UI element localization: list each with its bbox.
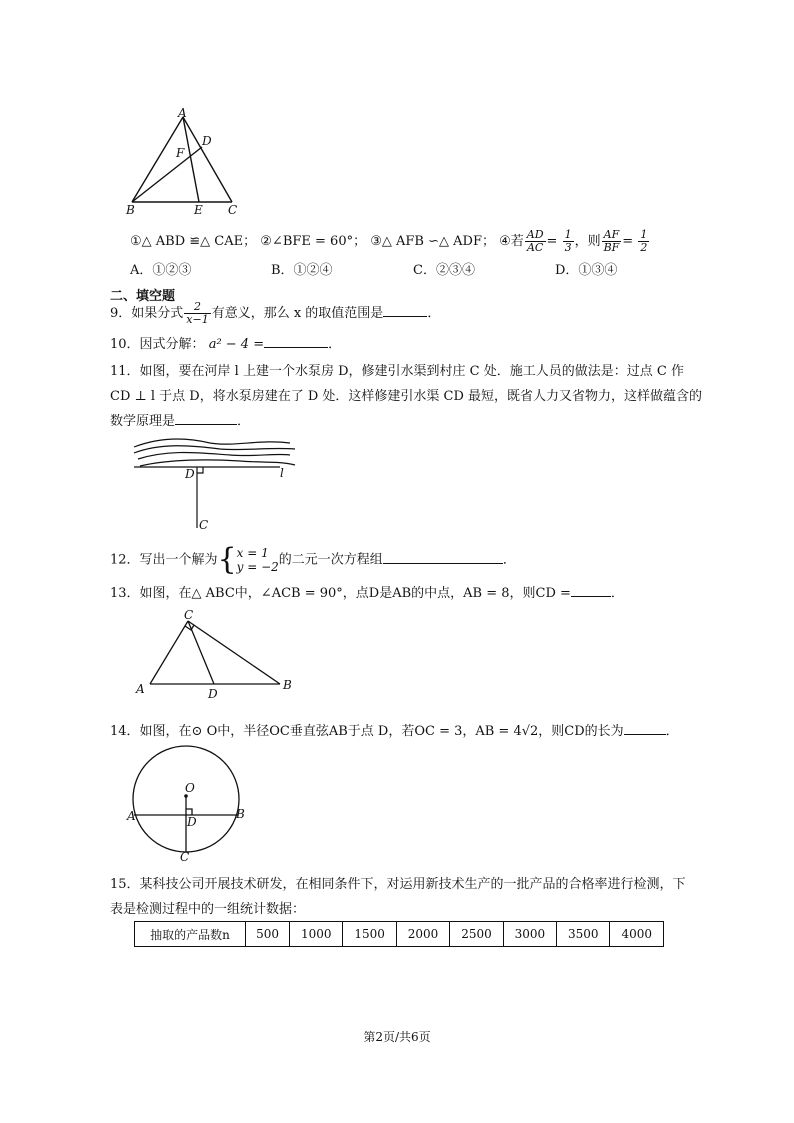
q12-end: ． [502, 552, 516, 568]
equals-sign: = [546, 234, 562, 249]
question-15-line-2: 表是检测过程中的一组统计数据： [110, 902, 306, 917]
brace-symbol: { [217, 542, 237, 577]
label-f: F [176, 146, 185, 160]
label-b: B [236, 807, 245, 821]
label-b: B [283, 678, 292, 692]
q8-option-c[interactable]: C．②③④ [413, 263, 475, 278]
page-number: 第2页/共6页 [363, 1030, 431, 1044]
label-a: A [127, 809, 136, 823]
q11-end: ． [237, 414, 251, 429]
figure-q8-triangle [120, 105, 245, 220]
right-angle-mark [197, 467, 203, 473]
q12-prefix: 12．写出一个解为 [110, 552, 218, 568]
q12-suffix: 的二元一次方程组 [278, 552, 383, 568]
q9-prefix: 9．如果分式 [110, 306, 184, 321]
q8-statement-3: ③△ AFB ∽△ ADF； [370, 234, 495, 249]
label-l: l [280, 466, 284, 480]
q13-text: 13．如图，在△ ABC中，∠ACB = 90°，点D是AB的中点，AB = 8，则CD = [110, 586, 571, 601]
question-12 [110, 542, 516, 577]
table-header-cell: 抽取的产品数n [135, 922, 246, 947]
equation-2: y = −2 [236, 560, 279, 574]
q14-end: ． [665, 724, 679, 739]
label-c: C [184, 608, 194, 622]
table-cell: 3500 [557, 922, 610, 947]
answer-blank-q13[interactable] [571, 584, 611, 597]
question-11-line-3 [110, 410, 250, 429]
answer-blank-q11[interactable] [175, 412, 237, 425]
label-d: D [202, 134, 212, 148]
q8-option-b[interactable]: B．①②④ [271, 263, 333, 278]
segment-ac [150, 621, 188, 684]
table-cell: 1000 [290, 922, 343, 947]
answer-blank-q12[interactable] [383, 551, 503, 564]
question-14 [110, 720, 679, 739]
question-11-line-1: 11．如图，要在河岸 l 上建一个水泵房 D，修建引水渠到村庄 C 处．施工人员的做法是：过点 C 作 [110, 364, 684, 379]
question-11-line-2: CD ⊥ l 于点 D，将水泵房建在了 D 处．这样修建引水渠 CD 最短，既省人力又省物力，这样做蕴含的 [110, 389, 703, 404]
label-d: D [185, 467, 195, 481]
segment-cb [188, 621, 280, 684]
label-a: A [178, 106, 187, 120]
label-c: C [180, 850, 190, 864]
river-wave-2 [134, 446, 295, 453]
q11-line3-text: 数学原理是 [110, 414, 176, 429]
section-title-fill-in: 二、填空题 [110, 289, 176, 304]
question-10 [110, 333, 341, 352]
q10-expression: a² − 4 = [208, 337, 265, 352]
label-c: C [199, 518, 209, 532]
table-cell: 500 [246, 922, 290, 947]
question-9 [110, 301, 440, 326]
label-o: O [185, 781, 195, 795]
table-cell: 3000 [503, 922, 556, 947]
equation-1: x = 1 [236, 546, 269, 560]
answer-blank-q10[interactable] [264, 335, 328, 348]
table-cell: 1500 [343, 922, 396, 947]
q14-text: 14．如图，在⊙ O中，半径OC垂直弦AB于点 D，若OC = 3，AB = 4√2，则CD的长为 [110, 724, 624, 739]
river-bank-bump [140, 460, 295, 466]
q8-option-d[interactable]: D．①③④ [555, 263, 618, 278]
question-13 [110, 582, 624, 601]
label-d: D [187, 815, 197, 829]
label-d: D [208, 687, 218, 701]
answer-blank-q14[interactable] [624, 722, 666, 735]
q8-statement-4-prefix: ④若 [499, 234, 524, 249]
statistics-table [134, 921, 664, 947]
fraction-one-half: $\frac{1}{2}$ [640, 228, 648, 254]
label-e: E [194, 203, 203, 217]
q10-prefix: 10．因式分解： [110, 337, 205, 352]
question-15-line-1: 15．某科技公司开展技术研发，在相同条件下，对运用新技术生产的一批产品的合格率进行检测，下 [110, 877, 686, 892]
table-row [135, 922, 664, 947]
q8-option-a[interactable]: A．①②③ [130, 263, 192, 278]
table-cell: 2500 [450, 922, 503, 947]
segment-bd [132, 147, 202, 202]
q10-end: ． [328, 337, 342, 352]
table-cell: 4000 [610, 922, 664, 947]
table-cell: 2000 [396, 922, 449, 947]
river-wave-3 [138, 453, 290, 460]
figure-q11-river [130, 433, 300, 533]
label-a: A [136, 682, 145, 696]
q9-suffix: 有意义，那么 x 的取值范围是 [211, 306, 384, 321]
q8-statement-1: ①△ ABD ≌△ CAE； [130, 234, 257, 249]
label-b: B [126, 203, 135, 217]
answer-blank-q9[interactable] [383, 304, 427, 317]
q8-statement-4-middle: ，则 [574, 234, 601, 249]
fraction-2-over-x-minus-1: $\frac{2}{x-1}$ [186, 300, 209, 326]
fraction-ad-ac: $\frac{AD}{AC}$ [526, 228, 544, 254]
q8-statements [130, 229, 650, 254]
equation-system [237, 546, 279, 574]
fraction-af-bf: $\frac{AF}{BF}$ [603, 228, 620, 254]
q9-end: ． [427, 306, 441, 321]
equals-sign: = [622, 234, 638, 249]
figure-q14-circle [125, 740, 255, 865]
figure-q13-triangle [130, 607, 305, 702]
label-c: C [228, 203, 238, 217]
q13-end: ． [610, 586, 624, 601]
q8-statement-2: ②∠BFE = 60°； [260, 234, 367, 249]
river-wave-1 [134, 439, 290, 447]
fraction-one-third: $\frac{1}{3}$ [564, 228, 572, 254]
